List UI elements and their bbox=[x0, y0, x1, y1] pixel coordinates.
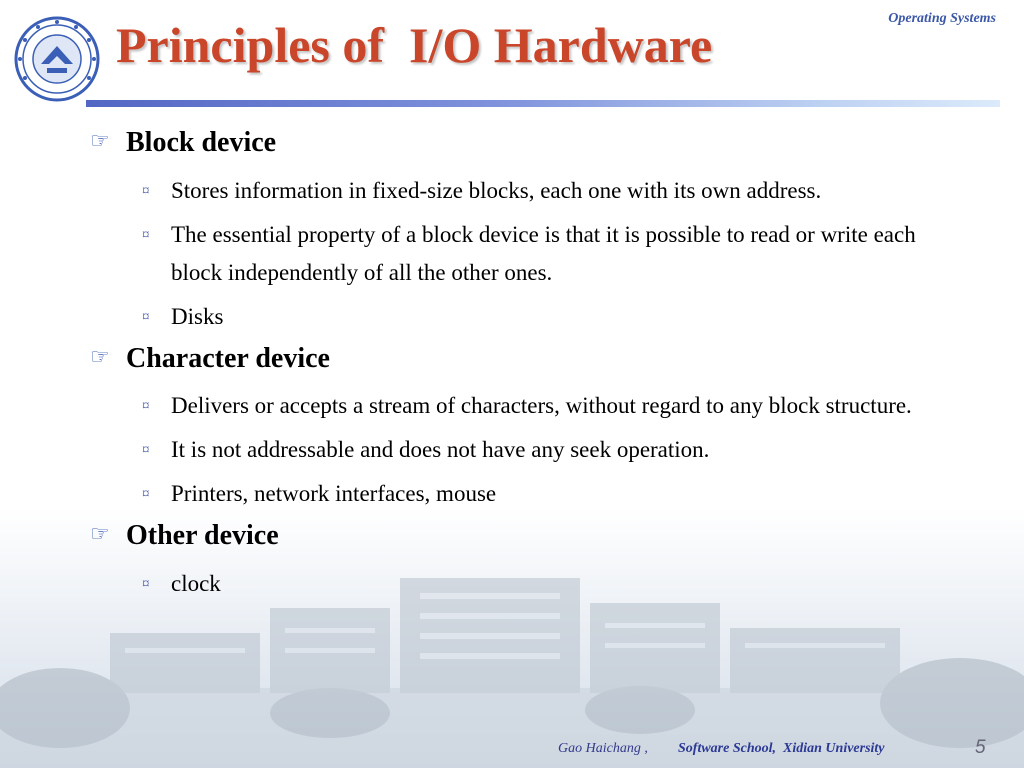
footer-author: Gao Haichang , bbox=[558, 741, 648, 756]
list-item bbox=[142, 298, 961, 336]
list-item-text: Stores information in fixed-size blocks, each one with its own address. bbox=[171, 177, 822, 203]
list-item bbox=[142, 172, 961, 210]
list-item bbox=[142, 565, 961, 603]
list-item bbox=[142, 387, 961, 425]
list-item-text: The essential property of a block device is that it is possible to read or write each block independently of all the other ones. bbox=[171, 221, 916, 285]
currency-sign-icon: ¤ bbox=[142, 226, 150, 243]
list-item-text: Delivers or accepts a stream of characters, without regard to any block structure. bbox=[171, 393, 912, 419]
pointing-hand-icon: ☞ bbox=[90, 521, 110, 547]
section-heading-text: Other device bbox=[126, 520, 279, 552]
list-item bbox=[142, 475, 961, 513]
list-item-text: It is not addressable and does not have any seek operation. bbox=[171, 437, 710, 463]
slide-content bbox=[90, 120, 960, 609]
slide-title: Principles of I/O Hardware bbox=[116, 17, 713, 73]
list-item bbox=[142, 216, 961, 292]
list-item-text: Disks bbox=[171, 303, 224, 329]
list-item bbox=[142, 431, 961, 469]
currency-sign-icon: ¤ bbox=[142, 308, 150, 325]
list-item-text: Printers, network interfaces, mouse bbox=[171, 481, 497, 507]
currency-sign-icon: ¤ bbox=[142, 398, 150, 415]
section-heading bbox=[90, 342, 960, 376]
university-seal-icon bbox=[14, 16, 100, 102]
footer-school: Software School, Xidian University bbox=[678, 741, 885, 756]
currency-sign-icon: ¤ bbox=[142, 575, 150, 592]
section-heading bbox=[90, 519, 960, 553]
page-number: 5 bbox=[975, 737, 986, 758]
pointing-hand-icon: ☞ bbox=[90, 128, 110, 153]
pointing-hand-icon: ☞ bbox=[90, 343, 110, 369]
currency-sign-icon: ¤ bbox=[142, 182, 150, 199]
currency-sign-icon: ¤ bbox=[142, 442, 150, 459]
section-heading-text: Character device bbox=[126, 342, 330, 374]
title-underline bbox=[86, 100, 1000, 107]
currency-sign-icon: ¤ bbox=[142, 486, 150, 503]
section-heading bbox=[90, 126, 960, 160]
course-name: Operating Systems bbox=[888, 11, 996, 26]
section-heading-text: Block device bbox=[126, 127, 277, 158]
list-item-text: clock bbox=[171, 570, 221, 596]
